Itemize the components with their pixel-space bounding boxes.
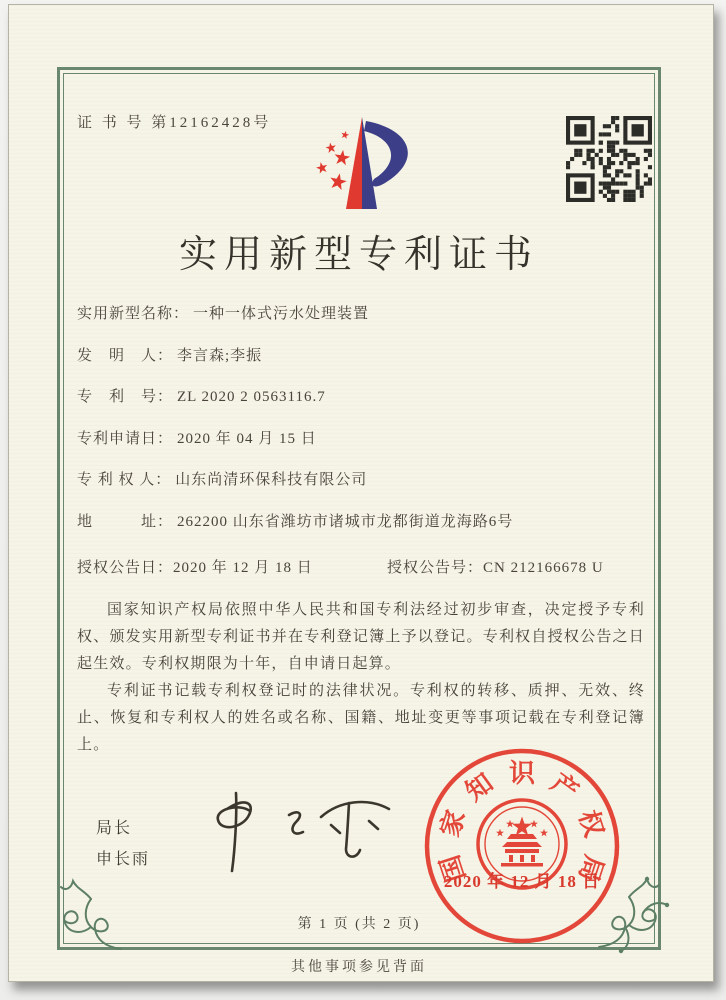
corner-flourish-icon <box>597 875 677 955</box>
field-label: 专利申请日： <box>77 430 174 447</box>
legal-paragraph: 专利证书记载专利权登记时的法律状况。专利权的转移、质押、无效、终止、恢复和专利权人的姓名或名称、国籍、地址变更等事项记载在专利登记簿上。 <box>77 683 645 753</box>
grant-date-label: 授权公告日： <box>77 560 174 576</box>
seal-char: 识 <box>508 759 536 788</box>
seal-char: 权 <box>573 806 609 841</box>
field-label: 专 利 号： <box>77 389 174 405</box>
seal-char: 国 <box>435 851 471 886</box>
field-utility-name <box>77 302 647 328</box>
corner-flourish-icon <box>43 877 123 957</box>
field-value: 2020 年 04 月 15 日 <box>177 430 317 447</box>
commissioner-name: 申长雨 <box>96 851 151 868</box>
grant-number <box>387 556 604 577</box>
field-filing-date <box>77 427 647 453</box>
certificate-page <box>8 4 714 982</box>
field-label: 发 明 人： <box>77 347 174 364</box>
certificate-fields <box>77 302 647 551</box>
field-inventor <box>77 344 647 370</box>
seal-char: 知 <box>460 767 499 807</box>
grant-number-value: CN 212166678 U <box>483 560 604 576</box>
back-note: 其他事项参见背面 <box>291 960 427 975</box>
field-value: 李言森;李振 <box>177 347 263 364</box>
commissioner-block <box>96 813 150 875</box>
field-label: 地 址： <box>77 513 174 530</box>
legal-paragraph: 国家知识产权局依照中华人民共和国专利法经过初步审查，决定授予专利权、颁发实用新型专利证书并在专利登记簿上予以登记。专利权自授权公告之日起生效。专利权期限为十年，自申请日起算。 <box>77 602 645 672</box>
field-patent-number <box>77 385 647 411</box>
commissioner-title: 局长 <box>96 820 133 837</box>
seal-char: 产 <box>545 767 584 807</box>
grant-row <box>77 556 647 577</box>
certificate-title: 实用新型专利证书 <box>178 234 539 276</box>
qr-code <box>566 116 652 202</box>
field-value: ZL 2020 2 0563116.7 <box>177 389 326 405</box>
field-patentee <box>77 468 647 494</box>
page-number: 第 1 页 (共 2 页) <box>297 917 421 932</box>
certificate-number: 证 书 号 第12162428号 <box>77 115 272 131</box>
grant-date-value: 2020 年 12 月 18 日 <box>173 560 313 576</box>
seal-char: 局 <box>573 851 609 886</box>
legal-text <box>77 597 645 759</box>
field-value: 一种一体式污水处理装置 <box>193 306 370 322</box>
cnipa-logo-icon <box>284 109 444 211</box>
grant-number-label: 授权公告号： <box>387 560 484 576</box>
field-value: 262200 山东省潍坊市诸城市龙都街道龙海路6号 <box>177 513 514 530</box>
seal-date: 2020 年 12 月 18 日 <box>443 872 601 891</box>
field-label: 实用新型名称： <box>77 306 190 322</box>
field-label: 专 利 权 人： <box>77 472 172 488</box>
field-address <box>77 510 647 536</box>
commissioner-signature <box>197 787 407 882</box>
field-value: 山东尚清环保科技有限公司 <box>175 472 368 488</box>
seal-char: 家 <box>435 806 471 841</box>
grant-date <box>77 560 313 576</box>
